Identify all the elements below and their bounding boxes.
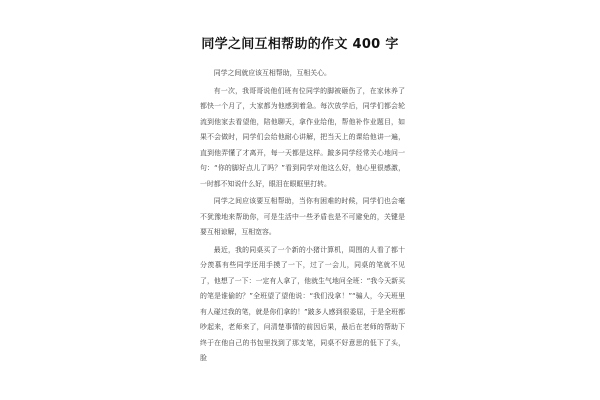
document-body xyxy=(200,66,405,369)
paragraph-2: 有一次，我哥哥说他们班有位同学的脚被砸伤了，在家休养了都快一个月了，大家都为他感到着急。每次放学后，同学们都会轮流到他家去看望他，陪他聊天，拿作业给他，帮他补作业题目，如果不会做时，同学们会给他耐心讲解，把当天上的课给他讲一遍，直到他弄懂了才离开，每一天都是这样。跛多同学经常关心地问一句：“你的脚好点儿了吗？”看到同学对他这么好，他心里很感激，一时都不知说什么好，眼泪在眼眶里打转。 xyxy=(200,86,405,188)
paragraph-4: 最近，我的同桌买了一个新的小猪计算机，周围的人看了都十分羡慕有些同学还用手摸了一下，过了一会儿，同桌的笔就不见了，他想了一下：一定有人拿了，他就生气地问全班：“我今天新买的笔是谁偷的？”全班望了望他说：“我们没拿！”“骗人，今天班里有人碰过我的笔，就是你们拿的！”跛多人感到很委屈，于是全班都吵起来，老师来了，问清楚事情的前因后果，最后在老师的帮助下终于在他自己的书包里找到了那支笔，同桌不好意思的低下了头，脸 xyxy=(200,245,405,362)
paragraph-1: 同学之间就应该互相帮助，互相关心。 xyxy=(213,69,331,77)
document-title: 同学之间互相帮助的作文 400 字 xyxy=(201,37,399,52)
paragraph-3: 同学之间应该要互相帮助，当你有困难的时候，同学们也会毫不犹豫地来帮助你，可是生活中一些矛盾也是不可避免的，关键是要互相谅解，互相宽容。 xyxy=(200,197,405,236)
